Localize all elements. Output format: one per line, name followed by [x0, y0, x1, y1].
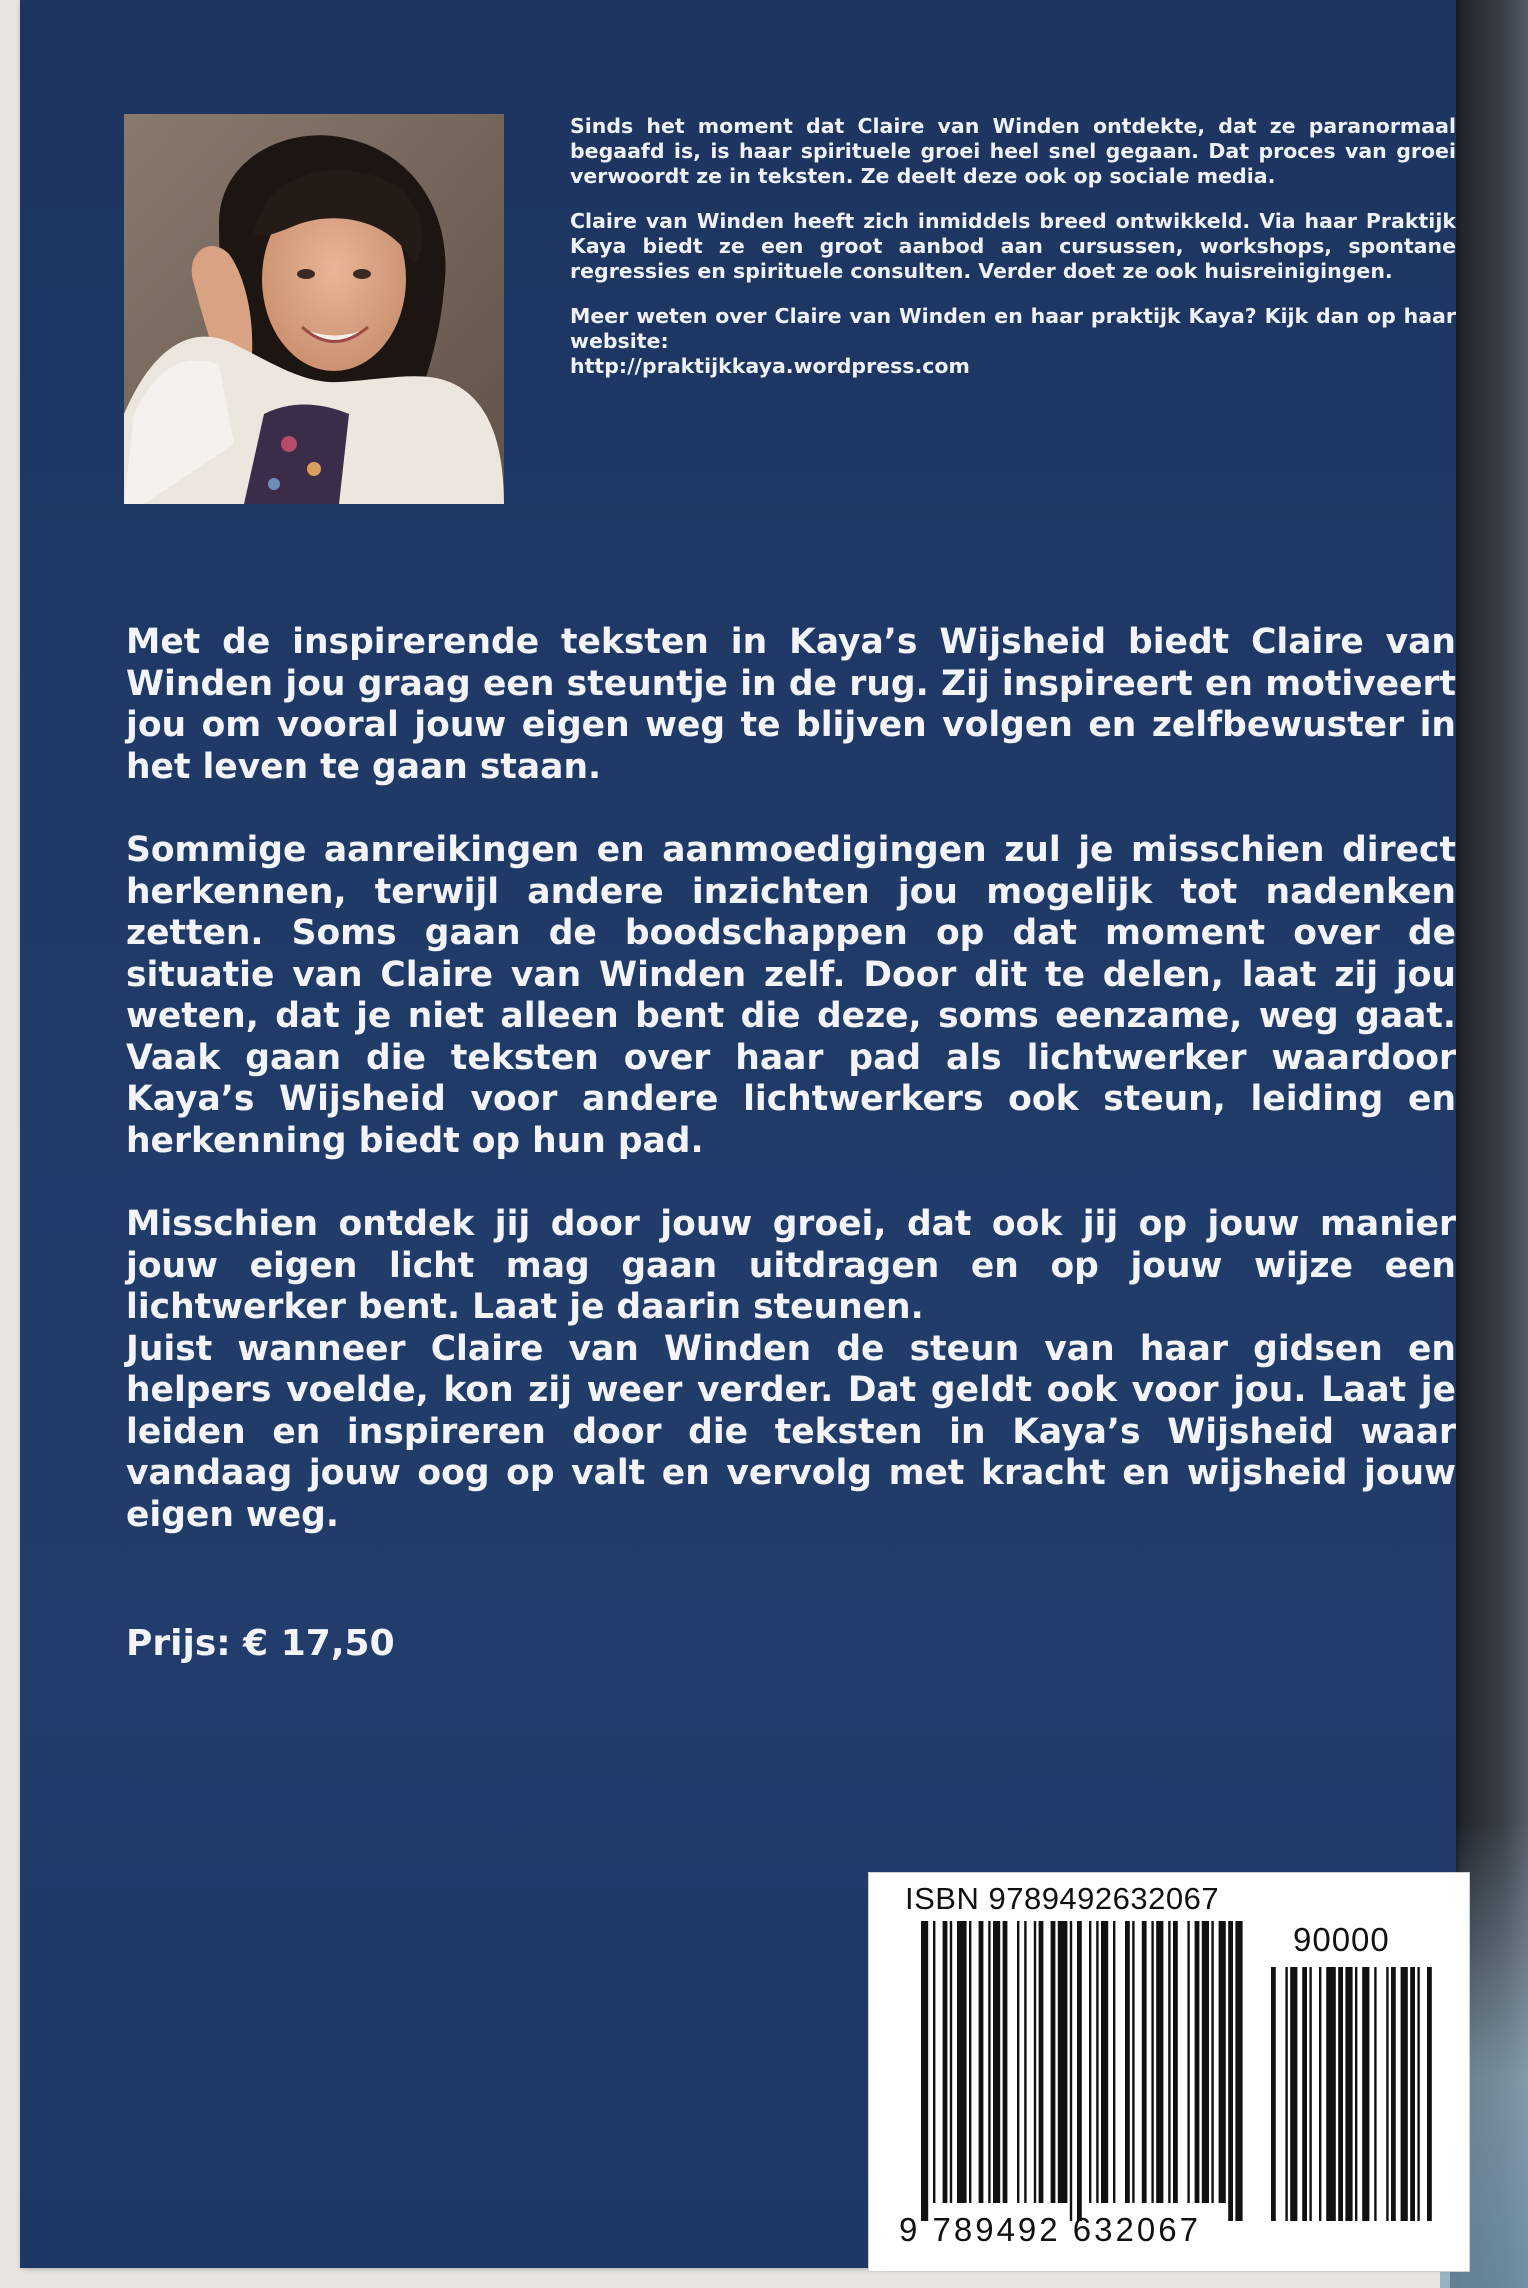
addon-bar	[1319, 1967, 1321, 2221]
barcode-digits: 9 789492 632067	[899, 2211, 1201, 2248]
addon-bar	[1362, 1967, 1369, 2221]
barcode-bar	[1039, 1921, 1044, 2203]
barcode-bar	[1132, 1921, 1134, 2203]
addon-bar	[1386, 1967, 1388, 2221]
barcode-bar	[1101, 1921, 1108, 2203]
barcode-bar	[993, 1921, 1000, 2203]
barcode-bar	[1168, 1921, 1170, 2203]
barcode-bar	[1228, 1921, 1233, 2221]
barcode-bar	[1077, 1921, 1082, 2221]
addon-bar	[1326, 1967, 1336, 2221]
addon-bar	[1271, 1967, 1276, 2221]
addon-bar	[1345, 1967, 1352, 2221]
addon-bar	[1302, 1967, 1307, 2221]
author-bio	[570, 114, 1456, 399]
barcode-bar	[1219, 1921, 1226, 2203]
addon-bar	[1410, 1967, 1415, 2221]
addon-bar	[1374, 1967, 1376, 2221]
bio-paragraph-3-text: Meer weten over Claire van Winden en haar praktijk Kaya? Kijk dan op haar website:	[570, 304, 1456, 353]
addon-bar	[1391, 1967, 1396, 2221]
barcode-bar	[969, 1921, 971, 2203]
addon-bar	[1401, 1967, 1408, 2221]
barcode-bar	[1202, 1921, 1209, 2203]
barcode-bar	[1195, 1921, 1200, 2203]
blurb-text	[126, 622, 1456, 1578]
barcode-bar	[1151, 1921, 1153, 2203]
barcode-bar	[1003, 1921, 1008, 2203]
barcode-bar	[1113, 1921, 1115, 2203]
barcode-bar	[943, 1921, 948, 2203]
addon-bar	[1285, 1967, 1287, 2221]
bio-paragraph-2: Claire van Winden heeft zich inmiddels breed ontwikkeld. Via haar Praktijk Kaya biedt ze een groot aanbod aan cursussen, workshops, spontane regressies en spirituele consulten. Verder doet ze ook huisreinigingen.	[570, 209, 1456, 283]
addon-bar	[1355, 1967, 1357, 2221]
addon-bar	[1290, 1967, 1297, 2221]
addon-bar	[1417, 1967, 1419, 2221]
addon-bar	[1309, 1967, 1311, 2221]
barcode-bar	[1070, 1921, 1072, 2221]
barcode-bar	[988, 1921, 990, 2203]
barcode-bar	[1096, 1921, 1098, 2203]
bio-paragraph-1: Sinds het moment dat Claire van Winden ontdekte, dat ze paranormaal begaafd is, is haar spirituele groei heel snel gegaan. Dat proces van groei verwoordt ze in teksten. Ze deelt deze ook op sociale media.	[570, 114, 1456, 188]
author-photo	[124, 114, 504, 504]
barcode-bar	[1142, 1921, 1147, 2203]
barcode-bar	[1034, 1921, 1036, 2203]
bio-paragraph-3	[570, 304, 1456, 379]
barcode-bar	[1235, 1921, 1242, 2221]
barcode-bar	[1051, 1921, 1056, 2203]
barcode-bar	[1024, 1921, 1026, 2203]
barcode-bar	[979, 1921, 984, 2203]
barcode-bar	[957, 1921, 967, 2203]
barcode-bar	[1017, 1921, 1019, 2203]
barcode-bar	[921, 1921, 928, 2221]
blurb-paragraph-3: Misschien ontdek jij door jouw groei, dat ook jij op jouw manier jouw eigen licht mag gaan uitdragen en op jouw wijze een lichtwerker bent. Laat je daarin steunen.	[126, 1204, 1456, 1327]
barcode-addon-digits: 90000	[1293, 1921, 1390, 1958]
blurb-paragraph-2: Sommige aanreikingen en aanmoedigingen zul je misschien direct herkennen, terwijl andere inzichten jou mogelijk tot nadenken zetten. Soms gaan de boodschappen op dat moment over de situatie van Claire van Winden zelf. Door dit te delen, laat zij jou weten, dat je niet alleen bent die deze, soms eenzame, weg gaat. Vaak gaan die teksten over haar pad als lichtwerker waardoor Kaya’s Wijsheid voor andere lichtwerkers ook steun, leiding en herkenning biedt op hun pad.	[126, 830, 1456, 1161]
barcode-bar	[1089, 1921, 1091, 2203]
barcode-bar	[1125, 1921, 1130, 2203]
barcode-bar	[1211, 1921, 1213, 2203]
blurb-paragraph-4: Juist wanneer Claire van Winden de steun van haar gidsen en helpers voelde, kon zij weer verder. Dat geldt ook voor jou. Laat je leiden en inspireren door die teksten in Kaya’s Wijsheid waar vandaag jouw oog op valt en vervolg met kracht en wijsheid jouw eigen weg.	[126, 1328, 1456, 1535]
barcode-bar	[1058, 1921, 1068, 2203]
barcode-bar	[1187, 1921, 1189, 2203]
addon-bar	[1338, 1967, 1343, 2221]
price-label: Prijs: € 17,50	[126, 1623, 395, 1664]
barcode-bar	[933, 1921, 935, 2203]
addon-bar	[1427, 1967, 1432, 2221]
barcode-bar	[1173, 1921, 1178, 2203]
author-website-link[interactable]: http://praktijkkaya.wordpress.com	[570, 354, 970, 378]
blurb-paragraph-1: Met de inspirerende teksten in Kaya’s Wijsheid biedt Claire van Winden jou graag een steuntje in de rug. Zij inspireert en motiveert jou om vooral jouw eigen weg te blijven volgen en zelfbewuster in het leven te gaan staan.	[126, 622, 1456, 787]
barcode-bar	[1156, 1921, 1163, 2203]
isbn-barcode-box	[868, 1872, 1470, 2272]
barcode-bar	[950, 1921, 952, 2203]
isbn-label: ISBN 9789492632067	[905, 1881, 1220, 1916]
